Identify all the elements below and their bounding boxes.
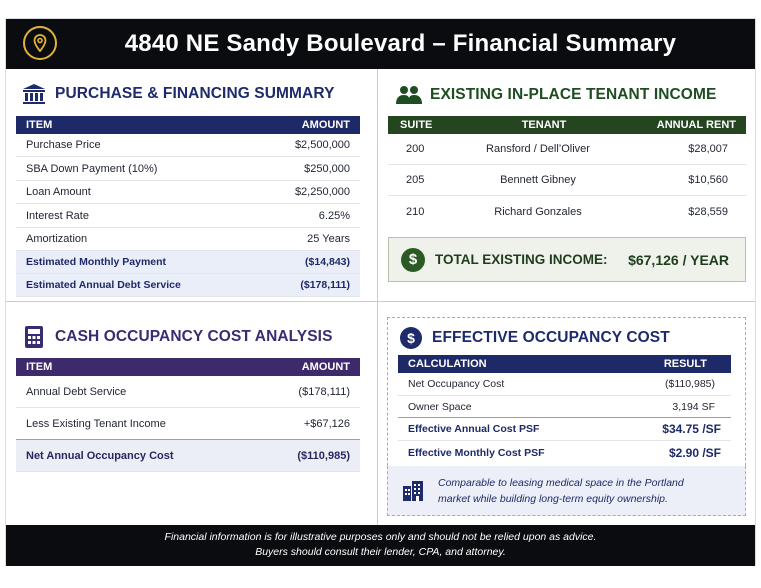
table-row: [388, 165, 746, 196]
row-label: Loan Amount: [26, 186, 91, 198]
page-title: 4840 NE Sandy Boulevard – Financial Summary: [124, 30, 677, 57]
table-row: [398, 441, 731, 464]
col-result: RESULT: [663, 358, 707, 370]
table-row: [16, 274, 360, 297]
row-value: $2,500,000: [294, 139, 350, 151]
tenants-heading: EXISTING IN-PLACE TENANT INCOME: [430, 86, 717, 103]
cash-table: [16, 358, 360, 472]
col-amount: AMOUNT: [301, 361, 350, 373]
row-label: Estimated Monthly Payment: [26, 256, 167, 268]
row-label: Interest Rate: [26, 209, 89, 222]
total-income-label: TOTAL EXISTING INCOME:: [435, 252, 608, 267]
total-income-value: $67,126 / YEAR: [628, 251, 729, 268]
col-rent: ANNUAL RENT: [656, 119, 736, 131]
row-value: ($178,111): [298, 385, 350, 398]
dollar-circle-icon: [398, 326, 424, 350]
effective-section-heading: [398, 326, 670, 350]
vertical-divider: [377, 69, 378, 525]
row-label: Estimated Annual Debt Service: [26, 279, 181, 291]
purchase-section-heading: [21, 82, 335, 106]
table-row: [16, 251, 360, 274]
row-value: 25 Years: [307, 233, 350, 245]
row-label: Owner Space: [408, 400, 472, 413]
total-income-box: [388, 237, 746, 282]
row-value: ($178,111): [300, 279, 350, 291]
suite-cell: 210: [406, 205, 425, 218]
row-value: $34.75 /SF: [662, 422, 721, 436]
table-row: [388, 196, 746, 227]
users-icon: [396, 83, 422, 107]
horizontal-divider: [6, 301, 755, 302]
row-label: Net Annual Occupancy Cost: [26, 449, 174, 462]
note-text: [438, 475, 684, 507]
disclaimer-line-2: Buyers should consult their lender, CPA, and attorney.: [255, 546, 506, 558]
purchase-table: [16, 116, 360, 297]
tenant-cell: Bennett Gibney: [500, 174, 576, 186]
row-value: 6.25%: [318, 209, 350, 222]
rent-cell: $28,559: [688, 205, 728, 218]
disclaimer-footer: [6, 525, 755, 566]
disclaimer-line-1: Financial information is for illustrative purposes only and should not be relied upon as advice.: [164, 531, 597, 543]
cash-table-header: [16, 358, 360, 376]
tenant-cell: Richard Gonzales: [494, 205, 582, 218]
table-row: [16, 204, 360, 228]
col-tenant: TENANT: [521, 119, 567, 131]
table-row: [398, 396, 731, 418]
rent-cell: $28,007: [688, 143, 728, 155]
financial-summary-page: [5, 18, 756, 566]
row-label: Less Existing Tenant Income: [26, 417, 166, 430]
building-icon: [402, 480, 424, 502]
row-value: $2.90 /SF: [668, 445, 721, 460]
tenants-section-heading: [396, 83, 716, 107]
note-line-1: Comparable to leasing medical space in the Portland: [438, 476, 684, 489]
table-row: [16, 440, 360, 472]
row-value: 3,194 SF: [672, 400, 715, 413]
table-row: [388, 134, 746, 165]
row-label: Annual Debt Service: [26, 385, 127, 398]
row-value: ($110,985): [297, 449, 350, 462]
row-label: Net Occupancy Cost: [408, 378, 505, 390]
note-line-2: market while building long-term equity ownership.: [438, 492, 668, 505]
location-pin-icon: [23, 26, 57, 60]
table-row: [16, 181, 360, 204]
header-bar: [6, 19, 755, 69]
calculator-icon: [21, 325, 47, 349]
svg-text:$: $: [407, 330, 415, 346]
table-row: [16, 157, 360, 181]
tenant-cell: Ransford / Dell’Oliver: [486, 143, 590, 155]
table-row: [398, 373, 731, 396]
row-label: Amortization: [26, 233, 88, 245]
table-row: [16, 376, 360, 408]
row-value: ($14,843): [305, 256, 350, 268]
row-value: ($110,985): [664, 378, 715, 390]
tenants-table: [388, 116, 746, 227]
row-value: $250,000: [304, 162, 350, 175]
row-label: SBA Down Payment (10%): [26, 162, 158, 175]
purchase-heading: PURCHASE & FINANCING SUMMARY: [55, 85, 335, 102]
comparison-note: [387, 466, 746, 516]
row-label: Purchase Price: [26, 139, 101, 151]
rent-cell: $10,560: [688, 174, 728, 186]
row-value: +$67,126: [303, 417, 350, 430]
purchase-table-header: [16, 116, 360, 134]
effective-table-header: [398, 355, 731, 373]
col-item: ITEM: [26, 361, 53, 373]
bank-icon: [21, 82, 47, 106]
row-value: $2,250,000: [294, 186, 350, 198]
suite-cell: 200: [406, 143, 425, 155]
col-suite: SUITE: [400, 119, 433, 131]
table-row: [16, 228, 360, 251]
row-label: Effective Monthly Cost PSF: [408, 446, 545, 459]
col-item: ITEM: [26, 119, 53, 131]
effective-table: [398, 355, 731, 464]
col-amount: AMOUNT: [301, 119, 350, 131]
table-row: [16, 408, 360, 440]
suite-cell: 205: [406, 174, 425, 186]
cash-section-heading: [21, 325, 333, 349]
dollar-circle-icon: $: [401, 248, 425, 272]
effective-heading: EFFECTIVE OCCUPANCY COST: [432, 329, 670, 346]
table-row: [16, 134, 360, 157]
row-label: Effective Annual Cost PSF: [408, 423, 540, 435]
cash-heading: CASH OCCUPANCY COST ANALYSIS: [55, 328, 333, 345]
table-row: [398, 418, 731, 441]
tenants-table-header: [388, 116, 746, 134]
col-calculation: CALCULATION: [408, 358, 487, 370]
